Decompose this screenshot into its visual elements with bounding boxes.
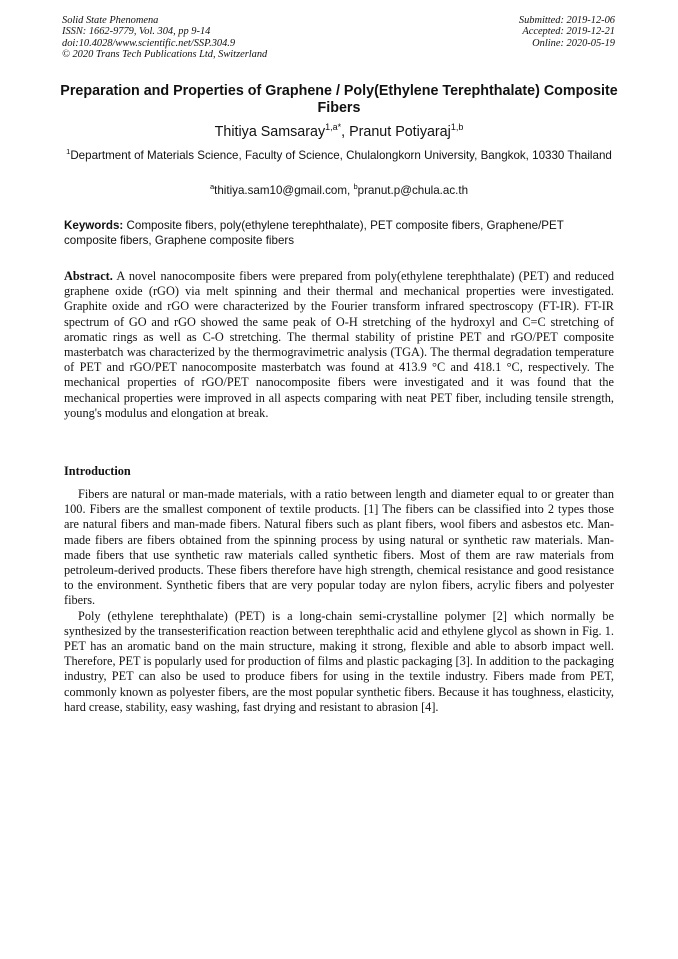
journal-name: Solid State Phenomena [62, 15, 159, 26]
author-affiliation-marker: 1,a* [325, 122, 342, 132]
author-email: thitiya.sam10@gmail.com [214, 184, 348, 197]
keywords-text: Composite fibers, poly(ethylene terephthalate), PET composite fibers, Graphene/PET composite fibers, Graphene composite fibers [64, 219, 564, 247]
author-email: pranut.p@chula.ac.th [357, 184, 469, 197]
author-name: Thitiya Samsaray [214, 124, 326, 140]
email-marker: b [353, 182, 358, 191]
submitted-date: Submitted: 2019-12-06 [518, 15, 615, 26]
email-marker: a [209, 182, 215, 191]
keywords-label: Keywords: [64, 219, 124, 232]
affiliation-text: Department of Materials Science, Faculty of Science, Chulalongkorn University, Bangkok, 10330 Thailand [70, 149, 612, 162]
affiliation [60, 148, 618, 164]
introduction-body [64, 487, 614, 715]
introduction-heading: Introduction [64, 464, 131, 478]
doi-line: doi:10.4028/www.scientific.net/SSP.304.9 [62, 37, 236, 49]
accepted-date: Accepted: 2019-12-21 [522, 26, 615, 38]
affiliation-marker: 1 [66, 147, 71, 156]
author-name: Pranut Potiyaraj [349, 124, 451, 140]
author-separator: , [341, 124, 350, 140]
abstract-text: A novel nanocomposite fibers were prepared from poly(ethylene terephthalate) (PET) and reduced graphene oxide (rGO) via melt spinning and their thermal and mechanical properties were investigated. Graphite oxide and rGO were characterized by the Fourier transform infrared spectroscopy (FT-IR). FT-IR spectrum of GO and rGO showed the same peak of O-H stretching of the hydroxyl and C=C stretching of aromatic rings as well as C-O stretching. The thermal stability of pristine PET and rGO/PET composite masterbatch was characterized by the thermogravimetric analysis (TGA). The thermal degradation temperature of PET and rGO/PET nanocomposite masterbatch was found at 413.9 °C and 418.1 °C, respectively. The mechanical properties of rGO/PET nanocomposite fibers were investigated and it was found that the mechanical properties were improved in all aspects comparing with neat PET fiber, including tensile strength, young's modulus and elongation at break. [64, 269, 614, 420]
journal-header-left [62, 15, 267, 61]
journal-header-right [519, 15, 615, 49]
issn-volume-pages: ISSN: 1662-9779, Vol. 304, pp 9-14 [62, 26, 211, 38]
introduction-paragraph: Fibers are natural or man-made materials, with a ratio between length and diameter equal to or greater than 100. Fibers are the smallest component of textile products. [1] The fibers can be classified into 2 types those are natural fibers and man-made fibers. Natural fibers such as plant fibers, wool fibers and asbestos etc. Man-made fibers are fibers obtained from the spinning process by using natural or synthetic raw materials. Man-made fibers that use synthetic raw materials called synthetic fibers. Most of them are raw materials from petroleum-derived products. These fibers therefore have high strength, chemical resistance and good resistance to the environment. Synthetic fibers that are very popular today are nylon fibers, acrylic fibers and polyester fibers. [64, 487, 614, 608]
abstract-section [64, 269, 614, 421]
author-affiliation-marker: 1,b [450, 122, 464, 132]
email-separator: , [347, 184, 354, 197]
online-date: Online: 2020-05-19 [532, 37, 615, 49]
copyright-line: © 2020 Trans Tech Publications Ltd, Switzerland [62, 49, 268, 61]
abstract-label: Abstract. [64, 269, 113, 283]
paper-title: Preparation and Properties of Graphene / Poly(Ethylene Terephthalate) Composite Fibers [60, 83, 618, 116]
author-emails [60, 183, 618, 199]
author-list [60, 123, 618, 141]
keywords-section [64, 219, 614, 248]
introduction-paragraph: Poly (ethylene terephthalate) (PET) is a long-chain semi-crystalline polymer [2] which normally be synthesized by the transesterification reaction between terephthalic acid and ethylene glycol as shown in Fig. 1. PET has an aromatic band on the main structure, making it strong, flexible and able to absorb impact well. Therefore, PET is popularly used for production of films and plastic packaging [3]. In addition to the packaging industry, PET can also be used to produce fibers for using in the textile industry. Fibers made from PET, commonly known as polyester fibers, are the most popular synthetic fibers. Because it has toughness, elasticity, hard crease, stability, easy washing, fast drying and resistant to abrasion [4]. [64, 608, 614, 714]
